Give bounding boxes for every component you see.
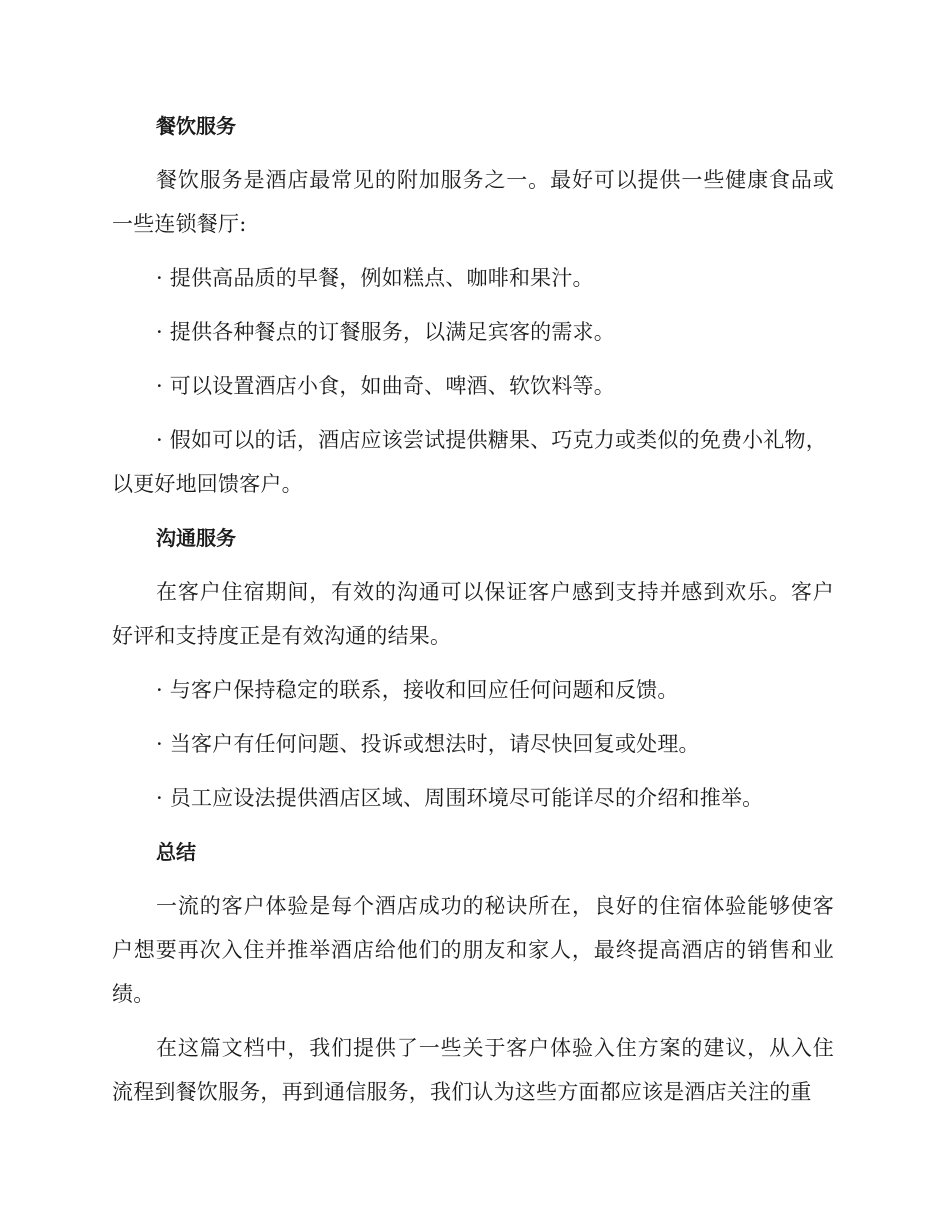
bullet-item: · 提供高品质的早餐，例如糕点、咖啡和果汁。 (156, 266, 594, 290)
bullet-item: · 与客户保持稳定的联系，接收和回应任何问题和反馈。 (156, 678, 679, 702)
section-heading: 总结 (156, 840, 196, 864)
bullet-item: · 假如可以的话，酒店应该尝试提供糖果、巧克力或类似的免费小礼物，以更好地回馈客户。 (112, 428, 827, 496)
bullet-item: · 提供各种餐点的订餐服务，以满足宾客的需求。 (156, 320, 615, 344)
bullet-item: · 可以设置酒店小食，如曲奇、啤酒、软饮料等。 (156, 374, 615, 398)
section-communication (112, 516, 834, 820)
section-heading: 沟通服务 (156, 526, 236, 550)
paragraph: 一流的客户体验是每个酒店成功的秘诀所在，良好的住宿体验能够使客户想要再次入住并推举酒店给他们的朋友和家人，最终提高酒店的销售和业绩。 (112, 894, 834, 1006)
section-heading: 餐饮服务 (156, 114, 236, 138)
document-page (112, 104, 834, 1124)
paragraph: 在这篇文档中，我们提供了一些关于客户体验入住方案的建议，从入住流程到餐饮服务，再到通信服务，我们认为这些方面都应该是酒店关注的重 (112, 1036, 834, 1104)
paragraph: 餐饮服务是酒店最常见的附加服务之一。最好可以提供一些健康食品或一些连锁餐厅: (112, 168, 834, 236)
section-dining (112, 104, 834, 506)
bullet-item: · 当客户有任何问题、投诉或想法时，请尽快回复或处理。 (156, 732, 700, 756)
section-summary (112, 830, 834, 1114)
bullet-item: · 员工应设法提供酒店区域、周围环境尽可能详尽的介绍和推举。 (156, 786, 764, 810)
paragraph: 在客户住宿期间，有效的沟通可以保证客户感到支持并感到欢乐。客户好评和支持度正是有效沟通的结果。 (112, 580, 834, 648)
